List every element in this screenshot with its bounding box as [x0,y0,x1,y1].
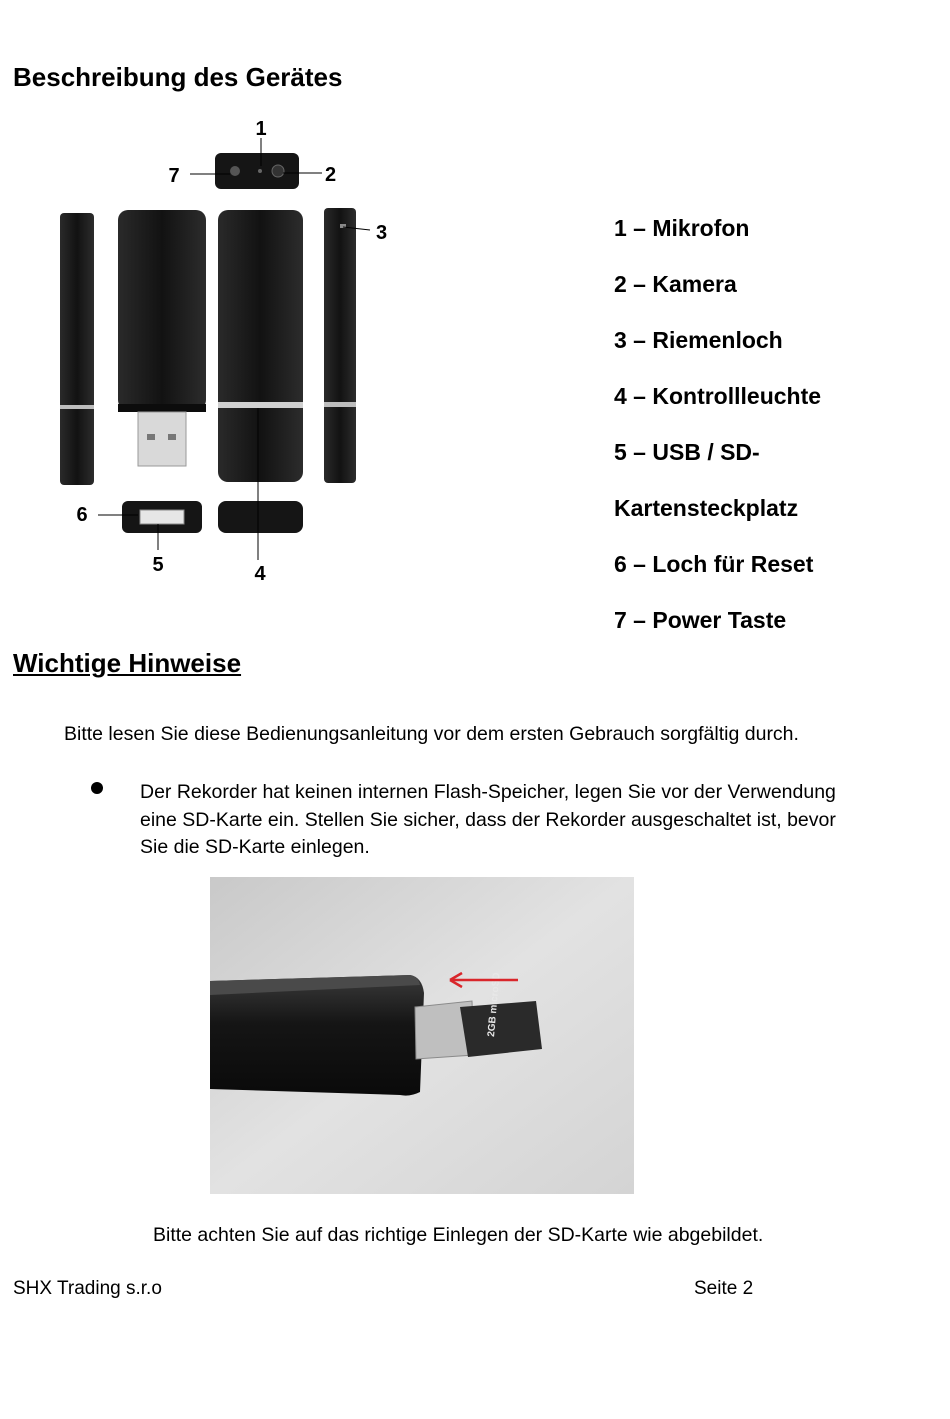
section-title-hinweise: Wichtige Hinweise [13,648,242,678]
device-open-usb [118,210,206,466]
device-bottom-view [122,501,303,533]
bullet-text: Der Rekorder hat keinen internen Flash-Speicher, legen Sie vor der Verwendung eine SD-Karte ein. Stellen Sie sicher, dass der Rekorder ausgeschaltet ist, bevor Sie die SD-Karte einlegen. [140,781,836,858]
intro-text: Bitte lesen Sie diese Bedienungsanleitung vor dem ersten Gebrauch sorgfältig durch. [64,723,799,745]
device-right-side [324,208,356,483]
device-top-view [215,153,299,189]
legend-item-5: 5 – USB / SD- [614,439,760,465]
callout-4: 4 [254,563,266,585]
device-diagram [40,110,420,590]
legend-item-6: 6 – Loch für Reset [614,551,814,577]
callout-2: 2 [325,164,337,186]
legend [614,200,934,648]
legend-item-5-cont: Kartensteckplatz [614,495,799,521]
callout-5: 5 [152,554,164,576]
legend-item-1: 1 – Mikrofon [614,215,750,241]
photo-caption: Bitte achten Sie auf das richtige Einlegen der SD-Karte wie abgebildet. [153,1224,764,1246]
footer-company: SHX Trading s.r.o [13,1278,162,1299]
legend-item-4: 4 – Kontrollleuchte [614,383,822,409]
page-title: Beschreibung des Gerätes [13,62,343,92]
callout-7: 7 [168,165,180,187]
sd-card-photo [210,877,634,1194]
device-left-side [60,213,94,485]
callout-6: 6 [76,504,88,526]
bullet-icon [91,782,103,794]
callout-1: 1 [255,118,267,140]
legend-item-7: 7 – Power Taste [614,607,787,633]
footer-page-number: Seite 2 [694,1278,754,1299]
legend-item-3: 3 – Riemenloch [614,327,783,353]
legend-item-2: 2 – Kamera [614,271,737,297]
card-label: 2GB microSD [486,972,503,1038]
callout-3: 3 [376,222,388,244]
device-front [218,210,303,482]
